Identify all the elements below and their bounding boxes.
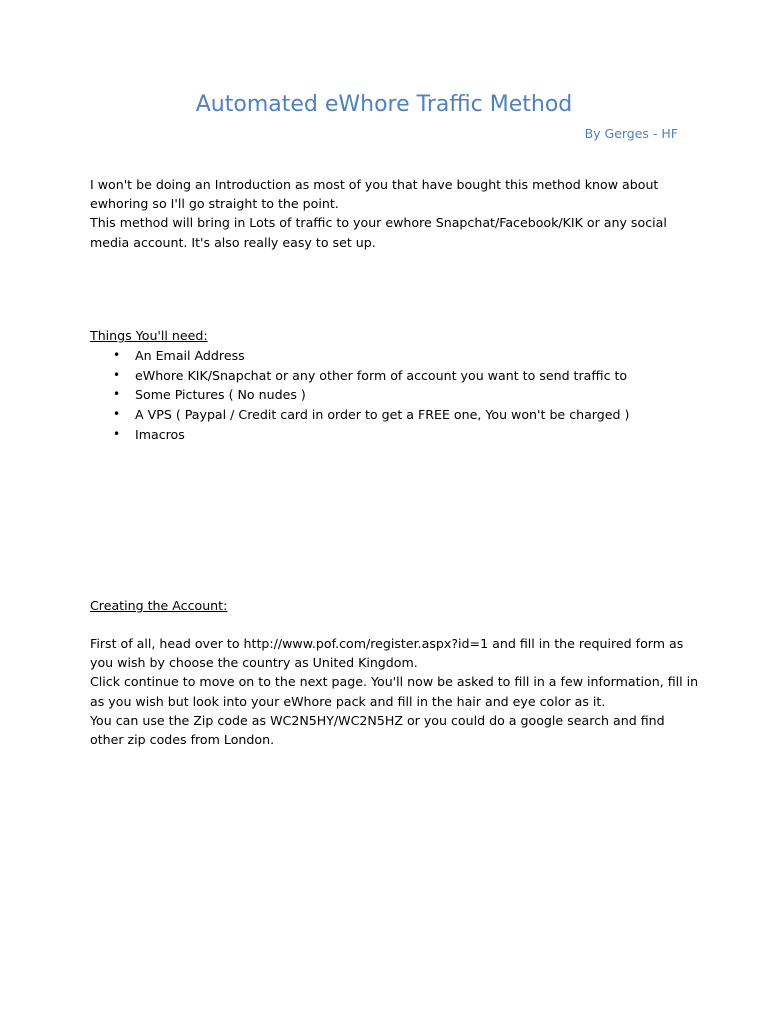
list-item (90, 405, 690, 425)
author-byline: By Gerges - HF (584, 126, 678, 141)
paragraph-line: Click continue to move on to the next page. You'll now be asked to fill in a few information, fill in (90, 674, 699, 690)
intro-line: I won't be doing an Introduction as most of you that have bought this method know about (90, 177, 659, 192)
bullet-icon: • (113, 348, 121, 362)
bullet-icon: • (113, 367, 121, 382)
list-item (90, 346, 690, 366)
bullet-icon: • (113, 426, 121, 441)
things-needed-heading: Things You'll need: (90, 328, 208, 343)
bullet-icon: • (113, 407, 121, 422)
paragraph-line: First of all, head over to http://www.pof.com/register.aspx?id=1 and fill in the required form as (90, 636, 684, 651)
paragraph-line: other zip codes from London. (90, 732, 275, 748)
list-item-text: eWhore KIK/Snapchat or any other form of account you want to send traffic to (135, 367, 628, 383)
paragraph-line: you wish by choose the country as United Kingdom. (90, 655, 418, 671)
document-title: Automated eWhore Traffic Method (195, 92, 573, 117)
list-item (90, 366, 690, 386)
bullet-icon: • (113, 387, 121, 402)
creating-account-paragraph (90, 634, 699, 749)
list-item-text: Some Pictures ( No nudes ) (135, 387, 306, 403)
intro-line: media account. It's also really easy to set up. (90, 234, 376, 250)
list-item (90, 425, 690, 445)
list-item-text: Imacros (135, 426, 185, 442)
paragraph-line: You can use the Zip code as WC2N5HY/WC2N5HZ or you could do a google search and find (90, 712, 665, 728)
things-needed-list (90, 346, 690, 444)
list-item-text: An Email Address (135, 348, 245, 363)
list-item-text: A VPS ( Paypal / Credit card in order to get a FREE one, You won't be charged ) (135, 407, 630, 423)
intro-paragraph (90, 175, 685, 252)
creating-account-heading: Creating the Account: (90, 598, 228, 613)
list-item (90, 385, 690, 405)
intro-line: ewhoring so I'll go straight to the point. (90, 196, 339, 212)
intro-line: This method will bring in Lots of traffic to your ewhore Snapchat/Facebook/KIK or any social (90, 215, 667, 231)
paragraph-line: as you wish but look into your eWhore pack and fill in the hair and eye color as it. (90, 693, 606, 709)
